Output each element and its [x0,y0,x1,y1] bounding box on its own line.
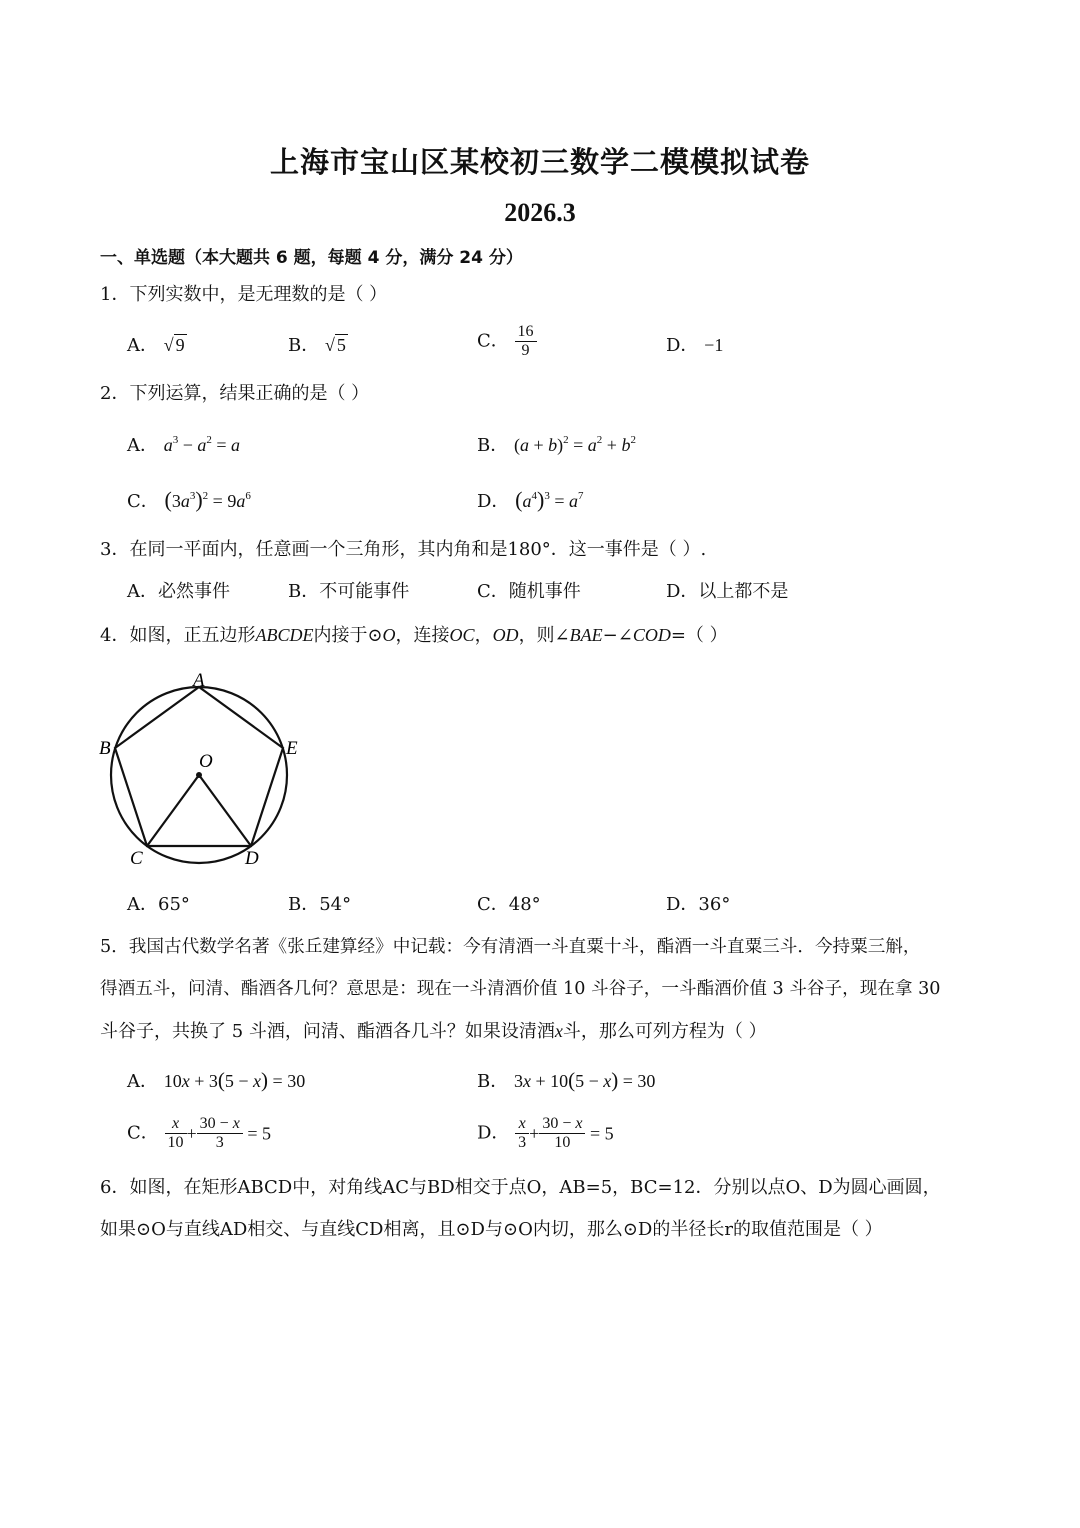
q5-b-label: B． [477,1071,509,1092]
exam-date: 2026.3 [504,198,576,227]
q4-angle-bae: BAE [569,625,603,645]
q1-option-b [288,333,348,358]
q4-option-c: C．48° [477,894,541,915]
q5-option-c: C． $\frac{x}{10}$ + $\frac{30 - x}{3}$ = 5 [127,1115,271,1151]
q2-c-label: C． [127,491,159,512]
q5-a-label: A． [127,1071,158,1092]
question-5-line-1: 5．我国古代数学名著《张丘建算经》中记载：今有清酒一斗直粟十斗，酯酒一斗直粟三斗．今持粟三斛， [100,937,921,957]
q5-option-a [127,1068,305,1094]
q2-d-expr: $(a^4)^3 = a^7$ [515,487,584,512]
q5-c-frac-2: $\frac{30 - x}{3}$ [197,1115,243,1152]
q4-option-a: A．65° [127,894,190,915]
center-label-o: O [199,751,213,772]
q1-option-c [477,323,537,360]
q4-circle-name: O [382,625,396,645]
q4-text: 内接于⊙ [313,625,383,646]
q4-segment-od: OD [492,625,519,645]
q5-c-frac-1: $\frac{x}{10}$ [165,1115,187,1152]
question-5-line-3 [100,1019,767,1044]
sqrt-symbol: √ 5 [324,335,346,355]
q4-angle-cod: COD [632,625,671,645]
q1-b-label: B． [288,335,320,356]
vertex-label-a: A [193,670,205,691]
q2-a-label: A． [127,435,158,456]
q4-option-b: B．54° [288,894,352,915]
q1-d-value: −1 [704,335,724,355]
q2-d-label: D． [477,491,510,512]
question-2-stem: 2．下列运算，结果正确的是（ ） [100,383,370,404]
vertex-label-d: D [245,848,259,869]
q5-d-frac-2: $\frac{30 - x}{10}$ [539,1115,585,1152]
q2-b-expr: $(a + b)^2 = a^2 + b^2$ [513,434,636,455]
q5-option-b [477,1068,655,1094]
q5-option-d: D． $\frac{x}{3}$ + $\frac{30 - x}{10}$ = 5 [477,1115,614,1151]
q1-d-label: D． [666,335,699,356]
q5-d-frac-1: $\frac{x}{3}$ [515,1115,529,1152]
q4-text: 4．如图，正五边形 [100,625,256,646]
q4-polygon-name: ABCDE [255,625,314,645]
question-5-line-2: 得酒五斗，问清、酯酒各几何？意思是：现在一斗清酒价值 10 斗谷子，一斗酯酒价值 3 斗谷子，现在拿 30 [100,979,941,999]
q3-option-b: B．不可能事件 [288,581,410,602]
q4-option-d: D．36° [666,894,731,915]
q1-c-label: C． [477,330,509,352]
vertex-label-b: B [99,738,111,759]
q5-d-label: D． [477,1122,510,1144]
section-heading: 一、单选题（本大题共 6 题，每题 4 分，满分 24 分） [100,248,523,268]
q3-option-c: C．随机事件 [477,581,581,602]
vertex-label-c: C [130,848,143,869]
q2-option-b [477,433,636,458]
question-1-stem: 1．下列实数中，是无理数的是（ ） [100,284,388,305]
q5-text: 斗，那么可列方程为（ ） [562,1021,767,1042]
q2-c-expr: $(3a^3)^2 = 9a^6$ [164,487,251,512]
q1-a-radicand: 9 [175,335,185,355]
q4-text: −∠ [602,625,633,646]
q5-c-label: C． [127,1122,159,1144]
segment-oc [147,775,199,846]
q4-text: ， [474,625,493,646]
q2-b-label: B． [477,435,509,456]
q1-c-den: 9 [521,342,530,359]
q3-option-d: D．以上都不是 [666,581,789,602]
q5-variable-x: x [554,1021,563,1041]
pentagon-figure [95,665,315,875]
sqrt-symbol: √ 9 [163,335,185,355]
q1-option-d [666,333,723,358]
q3-option-a: A．必然事件 [127,581,230,602]
q5-text: 斗谷子，共换了 5 斗酒，问清、酯酒各几斗？如果设清酒 [100,1021,555,1042]
q2-option-d [477,488,583,514]
q2-a-expr: $a^3 - a^2 = a$ [163,434,241,455]
q4-segment-oc: OC [449,625,475,645]
q1-c-num: 16 [515,323,537,342]
question-4-stem [100,623,728,648]
q2-option-a [127,433,240,458]
segment-od [199,775,251,846]
page-title: 上海市宝山区某校初三数学二模模拟试卷 [269,145,810,179]
q4-text: =（ ） [670,625,728,646]
question-6-line-1: 6．如图，在矩形ABCD中，对角线AC与BD相交于点O，AB=5，BC=12．分别以点O、D为圆心画圆， [100,1177,941,1198]
q1-b-radicand: 5 [336,335,346,355]
question-3-stem: 3．在同一平面内，任意画一个三角形，其内角和是180°．这一事件是（ ）. [100,539,707,560]
q1-c-fraction [515,323,537,360]
q5-a-expr: 10x + 3(5 − x) = 30 [163,1068,306,1092]
center-point-o [196,772,202,778]
question-6-line-2: 如果⊙O与直线AD相交、与直线CD相离，且⊙D与⊙O内切，那么⊙D的半径长r的取值范围是（ ） [100,1219,883,1240]
q1-a-label: A． [127,335,158,356]
q1-option-a [127,333,187,358]
q4-text: ，连接 [395,625,450,646]
q5-b-expr: 3x + 10(5 − x) = 30 [513,1068,656,1092]
q2-option-c [127,488,251,514]
vertex-label-e: E [286,738,298,759]
q4-text: ，则∠ [518,625,570,646]
